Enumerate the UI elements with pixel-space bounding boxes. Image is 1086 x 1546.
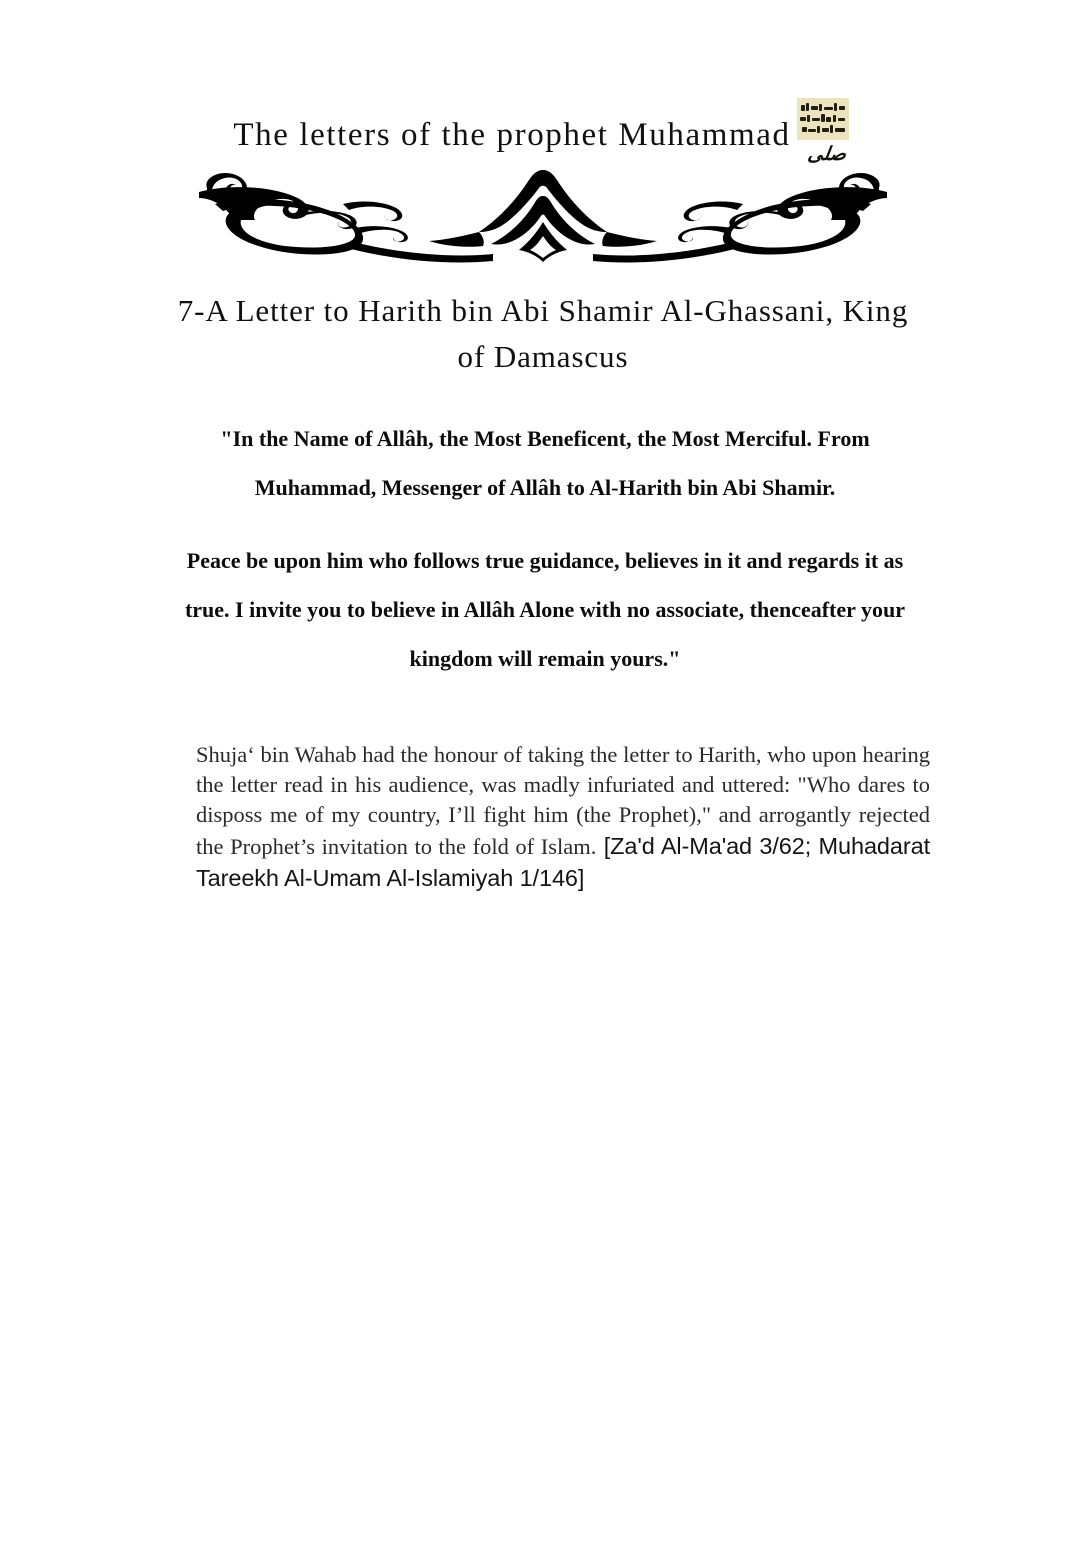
seal-row (800, 114, 846, 123)
seal-row (800, 103, 846, 112)
decorative-divider (193, 162, 893, 264)
narrative-body (196, 740, 930, 894)
document-header (0, 98, 1086, 172)
quote-paragraph: "In the Name of Allâh, the Most Beneficent, the Most Merciful. From Muhammad, Messenger of Allâh to Al-Harith bin Abi Shamir. (220, 426, 870, 500)
section-heading: 7-A Letter to Harith bin Abi Shamir Al-Ghassani, King of Damascus (177, 293, 909, 374)
prophet-seal-stamp (797, 98, 853, 170)
quote-paragraph: Peace be upon him who follows true guidance, believes in it and regards it as true. I invite you to believe in Allâh Alone with no associate, thenceafter your kingdom will remain yours." (184, 548, 906, 671)
body-paragraph (196, 740, 930, 894)
body-text: Shuja‘ bin Wahab had the honour of taking the letter to Harith, who upon hearing the letter read in his audience, was madly infuriated and uttered: "Who dares to disposs me of my country, I’ll fight him (the Prophet)," and arrogantly rejected the Prophet’s invitation to the fold of Islam. (196, 742, 930, 859)
page-title: The letters of the prophet Muhammad (233, 116, 791, 153)
letter-quote (178, 414, 912, 683)
seal-mark-glyph: صلى (805, 143, 848, 165)
source-citation: [Za'd Al-Ma'ad 3/62; Muhadarat Tareekh Al-Umam Al-Islamiyah 1/146] (196, 833, 930, 891)
seal-image (797, 98, 849, 140)
seal-row (800, 125, 846, 134)
